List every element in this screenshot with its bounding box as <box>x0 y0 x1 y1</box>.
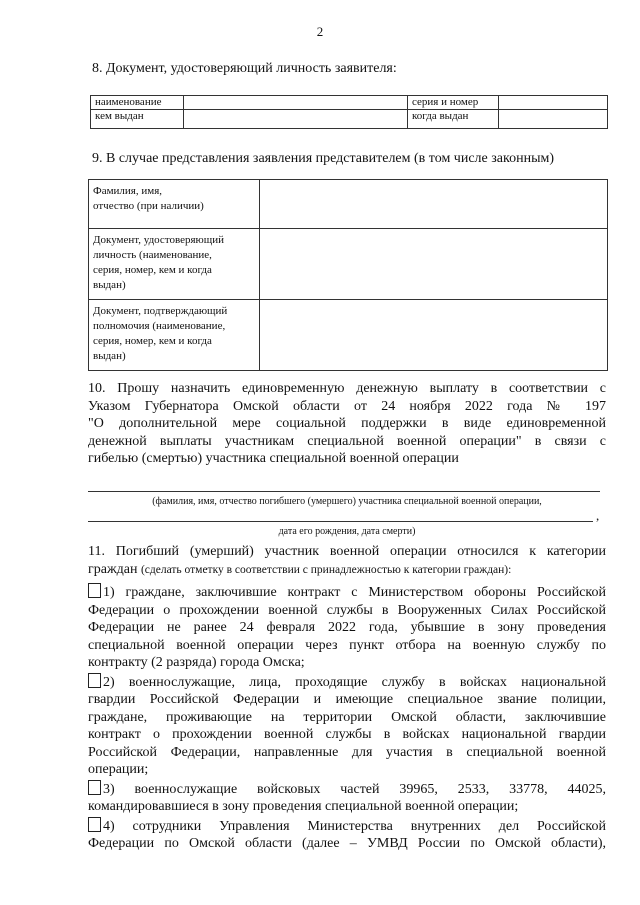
label-cell: серия и номер <box>408 96 499 110</box>
text-line: 2) военнослужащие, лица, проходящие службу в войсках национальной <box>88 673 606 692</box>
label-cell: Документ, удостоверяющий личность (наименование, серия, номер, кем и когда выдан) <box>89 229 260 300</box>
applicant-document-table <box>90 95 608 129</box>
section-8-title: 8. Документ, удостоверяющий личность заявителя: <box>92 61 397 76</box>
caption-dates: дата его рождения, дата смерти) <box>278 526 416 537</box>
category-item-4 <box>88 817 606 853</box>
text-line: "О дополнительной мере социальной поддержки в виде единовременной <box>88 416 606 431</box>
text-line: 1) граждане, заключившие контракт с Министерством обороны Российской <box>88 583 606 602</box>
label-cell: когда выдан <box>408 110 499 129</box>
table-row <box>91 96 608 110</box>
text-line: Федерации по Омской области (далее – УМВД России по Омской области), <box>88 836 606 851</box>
text-line: командировавшиеся в зону проведения специальной военной операции; <box>88 799 519 814</box>
representative-table <box>88 179 608 371</box>
label-cell: кем выдан <box>91 110 184 129</box>
authority-document-field[interactable] <box>260 300 608 371</box>
text-line: денежной выплаты участникам специальной военной операции" в связи с <box>88 433 606 449</box>
table-row <box>89 300 608 371</box>
label-cell: Фамилия, имя, отчество (при наличии) <box>89 180 260 229</box>
category-note: (сделать отметку в соответствии с принадлежностью к категории граждан): <box>140 563 512 576</box>
deceased-dates-input-line[interactable] <box>88 521 593 522</box>
text-line: гвардии Российской Федерации и имеющие специальное звание полиции, <box>88 692 606 707</box>
text-line: Российской Федерации, направленные для участия в специальной военной <box>88 744 606 760</box>
checkbox[interactable] <box>88 583 101 598</box>
text-line: Федерации не ранее 24 февраля 2022 года, убывшие в зону проведения <box>88 620 606 635</box>
caption-deceased-name: (фамилия, имя, отчество погибшего (умершего) участника специальной военной операции, <box>152 496 542 507</box>
section-10-text <box>88 380 606 468</box>
text-line: операции; <box>88 762 149 777</box>
category-label: граждан <box>88 561 138 577</box>
text-line: контракт о прохождении военной службы в войсках национальной гвардии <box>88 727 606 742</box>
text-line: граждане, проживающие на территории Омской области, заключившие <box>88 709 606 725</box>
name-field[interactable] <box>184 96 408 110</box>
text-line: специальной военной операции через пункт отбора на военную службу по <box>88 637 606 653</box>
text-line: 10. Прошу назначить единовременную денежную выплату в соответствии с <box>88 381 606 396</box>
checkbox[interactable] <box>88 780 101 795</box>
representative-id-field[interactable] <box>260 229 608 300</box>
representative-name-field[interactable] <box>260 180 608 229</box>
checkbox[interactable] <box>88 673 101 688</box>
page-number: 2 <box>316 24 324 39</box>
category-item-2 <box>88 673 606 779</box>
text-line: контракту (2 разряда) города Омска; <box>88 655 305 670</box>
text-line: Федерации о прохождении военной службы в Вооруженных Силах Российской <box>88 602 606 618</box>
section-11 <box>88 543 606 853</box>
section-9-title: 9. В случае представления заявления представителем (в том числе законным) <box>92 151 554 166</box>
series-number-field[interactable] <box>499 96 608 110</box>
table-row <box>91 110 608 129</box>
category-item-3 <box>88 780 606 816</box>
text-line: 11. Погибший (умерший) участник военной операции относился к категории <box>88 544 606 559</box>
table-row <box>89 229 608 300</box>
label-cell: Документ, подтверждающий полномочия (наименование, серия, номер, кем и когда выдан) <box>89 300 260 371</box>
issue-date-field[interactable] <box>499 110 608 129</box>
category-item-1 <box>88 583 606 672</box>
text-line: гибелью (смертью) участника специальной военной операции <box>88 451 459 466</box>
comma: , <box>596 508 600 523</box>
deceased-info-input-line[interactable] <box>88 491 600 492</box>
issued-by-field[interactable] <box>184 110 408 129</box>
text-line: 3) военнослужащие войсковых частей 39965, 2533, 33778, 44025, <box>88 780 606 799</box>
label-cell: наименование <box>91 96 184 110</box>
text-line <box>88 561 606 580</box>
table-row <box>89 180 608 229</box>
checkbox[interactable] <box>88 817 101 832</box>
text-line: 4) сотрудники Управления Министерства внутренних дел Российской <box>88 817 606 836</box>
text-line: Указом Губернатора Омской области от 24 ноября 2022 года № 197 <box>88 398 606 414</box>
